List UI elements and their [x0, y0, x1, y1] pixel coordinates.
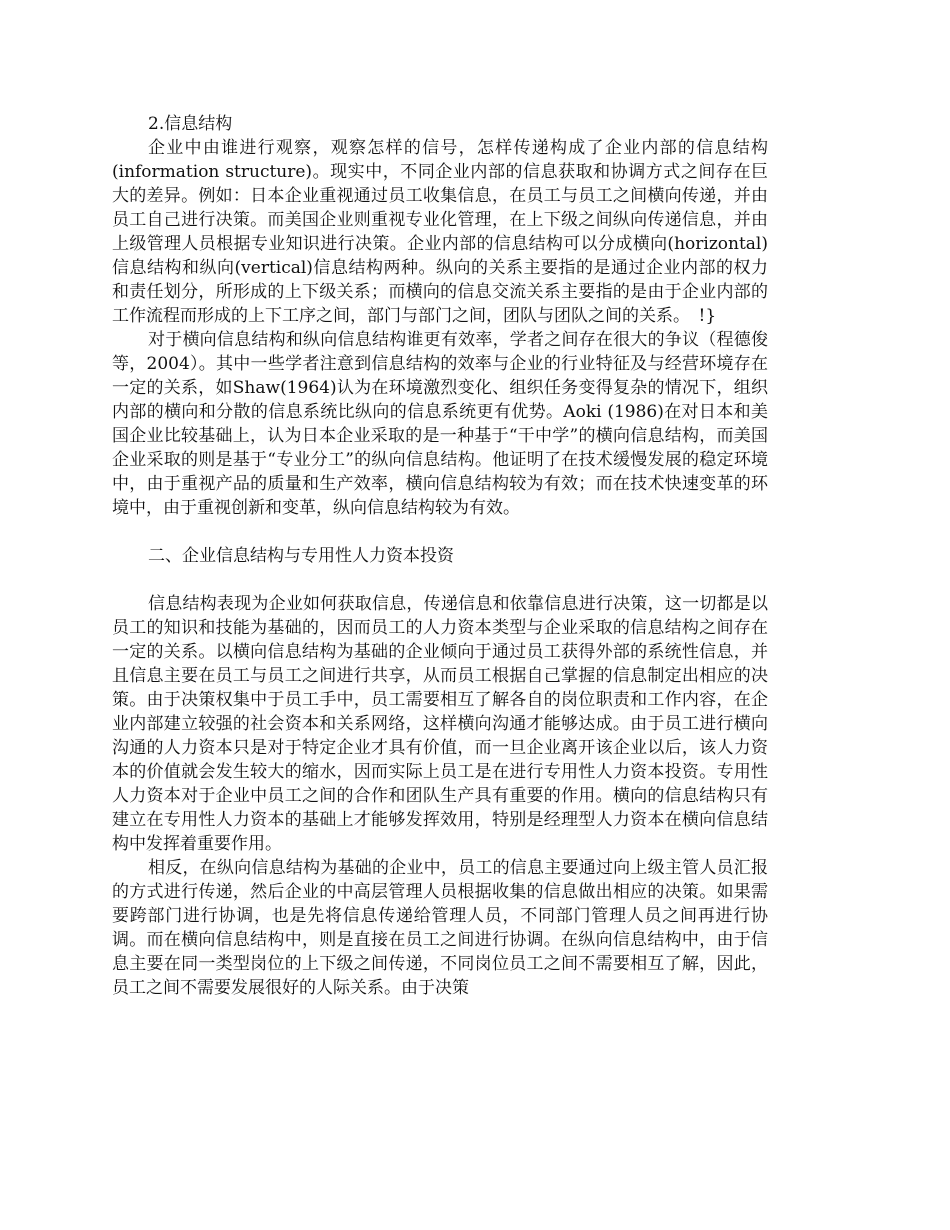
paragraph-3: 信息结构表现为企业如何获取信息，传递信息和依靠信息进行决策，这一切都是以员工的知识和技能为基础的，因而员工的人力资本类型与企业采取的信息结构之间存在一定的关系。以横向信息结构为基础的企业倾向于通过员工获得外部的系统性信息，并且信息主要在员工与员工之间进行共享，从而员工根据自己掌握的信息制定出相应的决策。由于决策权集中于员工手中，员工需要相互了解各自的岗位职责和工作内容，在企业内部建立较强的社会资本和关系网络，这样横向沟通才能够达成。由于员工进行横向沟通的人力资本只是对于特定企业才具有价值，而一旦企业离开该企业以后，该人力资本的价值就会发生较大的缩水，因而实际上员工是在进行专用性人力资本投资。专用性人力资本对于企业中员工之间的合作和团队生产具有重要的作用。横向的信息结构只有建立在专用性人力资本的基础上才能够发挥效用，特别是经理型人力资本在横向信息结构中发挥着重要作用。 [112, 594, 768, 854]
paragraph-2: 对于横向信息结构和纵向信息结构谁更有效率，学者之间存在很大的争议（程德俊等，2004）。其中一些学者注意到信息结构的效率与企业的行业特征及与经营环境存在一定的关系，如Shaw(1964)认为在环境激烈变化、组织任务变得复杂的情况下，组织内部的横向和分散的信息系统比纵向的信息系统更有优势。Aoki (1986)在对日本和美国企业比较基础上，认为日本企业采取的是一种基于“干中学”的横向信息结构，而美国企业采取的则是基于“专业分工”的纵向信息结构。他证明了在技术缓慢发展的稳定环境中，由于重视产品的质量和生产效率，横向信息结构较为有效；而在技术快速变革的环境中，由于重视创新和变革，纵向信息结构较为有效。 [112, 330, 768, 518]
document-page [112, 112, 768, 1000]
spacer [112, 520, 768, 544]
section-heading: 二、企业信息结构与专用性人力资本投资 [148, 546, 454, 566]
sub-heading: 2.信息结构 [148, 114, 233, 134]
paragraph-4: 相反，在纵向信息结构为基础的企业中，员工的信息主要通过向上级主管人员汇报的方式进行传递，然后企业的中高层管理人员根据收集的信息做出相应的决策。如果需要跨部门进行协调，也是先将信息传递给管理人员，不同部门管理人员之间再进行协调。而在横向信息结构中，则是直接在员工之间进行协调。在纵向信息结构中，由于信息主要在同一类型岗位的上下级之间传递，不同岗位员工之间不需要相互了解，因此，员工之间不需要发展很好的人际关系。由于决策 [112, 858, 768, 998]
paragraph-1: 企业中由谁进行观察，观察怎样的信号，怎样传递构成了企业内部的信息结构(information structure)。现实中，不同企业内部的信息获取和协调方式之间存在巨大的差异。例如：日本企业重视通过员工收集信息，在员工与员工之间横向传递，并由员工自己进行决策。而美国企业则重视专业化管理，在上下级之间纵向传递信息，并由上级管理人员根据专业知识进行决策。企业内部的信息结构可以分成横向(horizontal)信息结构和纵向(vertical)信息结构两种。纵向的关系主要指的是通过企业内部的权力和责任划分，所形成的上下级关系；而横向的信息交流关系主要指的是由于企业内部的工作流程而形成的上下工序之间，部门与部门之间，团队与团队之间的关系。 !} [112, 138, 768, 326]
spacer [112, 568, 768, 592]
